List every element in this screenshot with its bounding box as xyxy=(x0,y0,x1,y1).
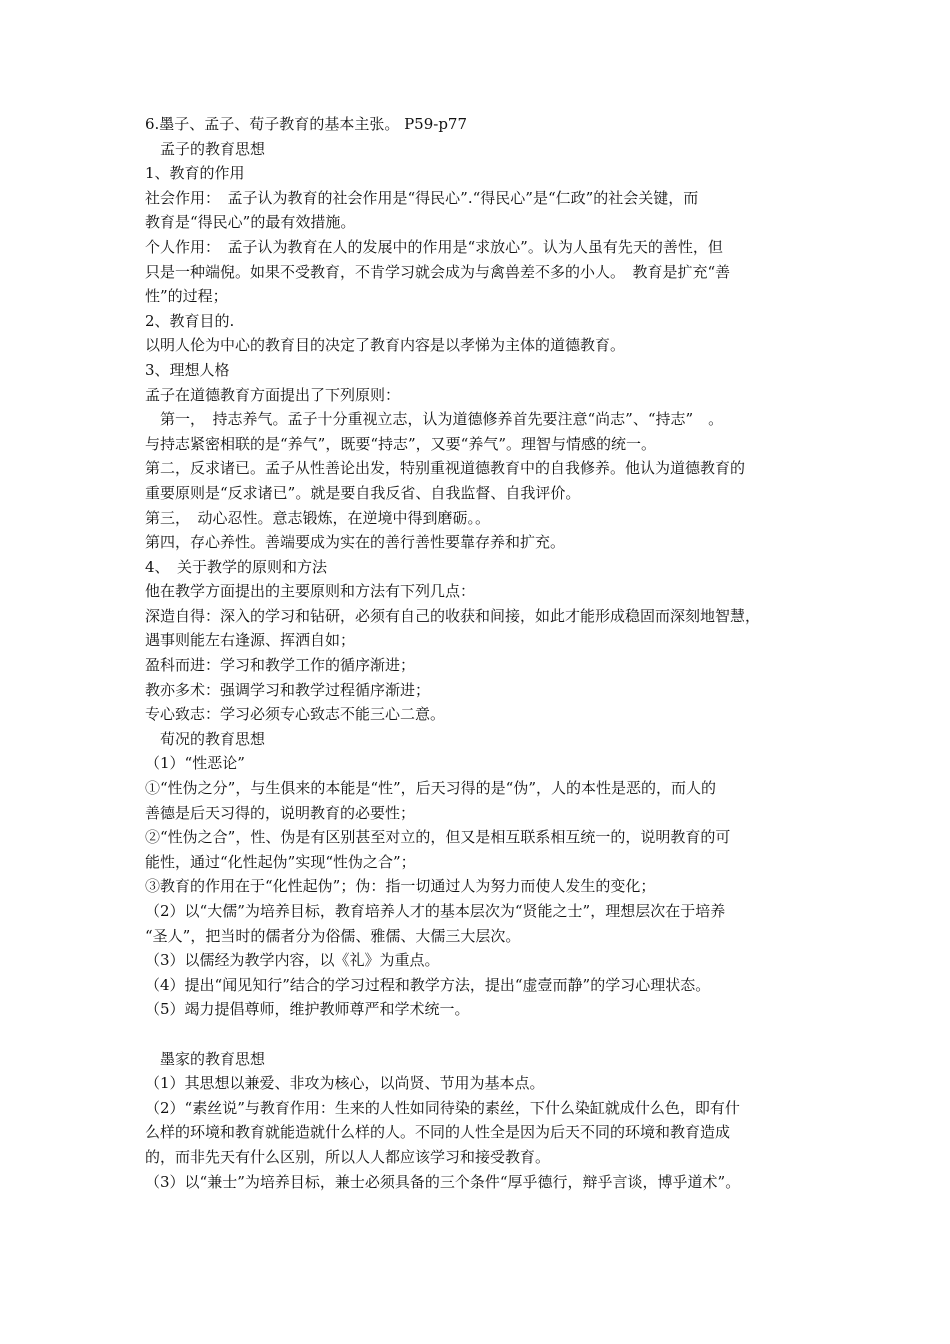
text-line: （1）“性恶论” xyxy=(145,754,245,773)
text-line: 孟子在道德教育方面提出了下列原则： xyxy=(145,385,401,404)
text-line: 6.墨子、孟子、荀子教育的基本主张。 P59-p77 xyxy=(145,115,468,133)
text-line: （2）以“大儒”为培养目标，教育培养人才的基本层次为“贤能之士”，理想层次在于培养 xyxy=(145,902,726,920)
text-line: 教育是“得民心”的最有效措施。 xyxy=(145,213,356,232)
text-line: ②“性伪之合”，性、伪是有区别甚至对立的，但又是相互联系相互统一的，说明教育的可 xyxy=(145,828,731,847)
text-line: 专心致志：学习必须专心致志不能三心二意。 xyxy=(145,705,446,724)
text-line: 墨家的教育思想 xyxy=(145,1049,266,1068)
text-line: “圣人”，把当时的儒者分为俗儒、雅儒、大儒三大层次。 xyxy=(145,926,521,945)
text-line: ①“性伪之分”，与生俱来的本能是“性”，后天习得的是“伪”，人的本性是恶的，而人的 xyxy=(145,779,717,798)
text-line: 性”的过程； xyxy=(145,287,228,306)
text-line: （3）以儒经为教学内容，以《礼》为重点。 xyxy=(145,951,440,970)
text-line: 荀况的教育思想 xyxy=(145,729,266,748)
text-line: 3、理想人格 xyxy=(145,360,230,379)
text-line: 第一， 持志养气。孟子十分重视立志，认为道德修养首先要注意“尚志”、“持志” 。 xyxy=(145,410,724,429)
text-line: 第三， 动心忍性。意志锻炼，在逆境中得到磨砺。。 xyxy=(145,508,491,527)
text-line: 与持志紧密相联的是“养气”，既要“持志”，又要“养气”。理智与情感的统一。 xyxy=(145,434,657,453)
text-line: 只是一种端倪。如果不受教育，不肯学习就会成为与禽兽差不多的小人。 教育是扩充“善 xyxy=(145,262,731,281)
text-line: 能性，通过“化性起伪”实现“性伪之合”； xyxy=(145,852,416,871)
text-line: 4、 关于教学的原则和方法 xyxy=(145,557,328,576)
text-line: 2、教育目的. xyxy=(145,311,235,330)
text-line: （4）提出“闻见知行”结合的学习过程和教学方法，提出“虚壹而静”的学习心理状态。 xyxy=(145,975,711,994)
text-line: 1、教育的作用 xyxy=(145,164,245,183)
text-line: 么样的环境和教育就能造就什么样的人。不同的人性全是因为后天不同的环境和教育造成 xyxy=(145,1123,731,1142)
text-line: （5）竭力提倡尊师，维护教师尊严和学术统一。 xyxy=(145,1000,470,1019)
text-line: 孟子的教育思想 xyxy=(145,139,266,158)
text-line: 深造自得：深入的学习和钻研，必须有自己的收获和间接，如此才能形成稳固而深刻地智慧， xyxy=(145,606,761,625)
text-line: 遇事则能左右逢源、挥洒自如； xyxy=(145,631,356,650)
text-line: （3）以“兼士”为培养目标，兼士必须具备的三个条件“厚乎德行，辩乎言谈，博乎道术”。 xyxy=(145,1172,741,1191)
text-line: 第二，反求诸已。孟子从性善论出发，特别重视道德教育中的自我修养。他认为道德教育的 xyxy=(145,459,746,478)
text-line: ③教育的作用在于“化性起伪”；伪：指一切通过人为努力而使人发生的变化； xyxy=(145,877,656,896)
text-line: 社会作用： 孟子认为教育的社会作用是“得民心”.“得民心”是“仁政”的社会关键，而 xyxy=(145,188,699,207)
text-line: （1）其思想以兼爱、非攻为核心，以尚贤、节用为基本点。 xyxy=(145,1074,545,1093)
text-line: 盈科而进：学习和教学工作的循序渐进； xyxy=(145,656,416,675)
blank-line xyxy=(145,1022,810,1047)
text-line: 以明人伦为中心的教育目的决定了教育内容是以孝悌为主体的道德教育。 xyxy=(145,336,626,355)
text-line: 第四，存心养性。善端要成为实在的善行善性要靠存养和扩充。 xyxy=(145,533,566,552)
text-line: 重要原则是“反求诸已”。就是要自我反省、自我监督、自我评价。 xyxy=(145,483,581,502)
document-body xyxy=(145,112,810,1194)
text-line: （2）“素丝说”与教育作用：生来的人性如同待染的素丝，下什么染缸就成什么色，即有什 xyxy=(145,1098,740,1117)
text-line: 教亦多术：强调学习和教学过程循序渐进； xyxy=(145,680,431,699)
text-line: 的，而非先天有什么区别，所以人人都应该学习和接受教育。 xyxy=(145,1147,551,1166)
text-line: 个人作用： 孟子认为教育在人的发展中的作用是“求放心”。认为人虽有先天的善性，但 xyxy=(145,237,723,256)
text-line: 他在教学方面提出的主要原则和方法有下列几点： xyxy=(145,582,476,601)
text-line: 善德是后天习得的，说明教育的必要性； xyxy=(145,803,416,822)
